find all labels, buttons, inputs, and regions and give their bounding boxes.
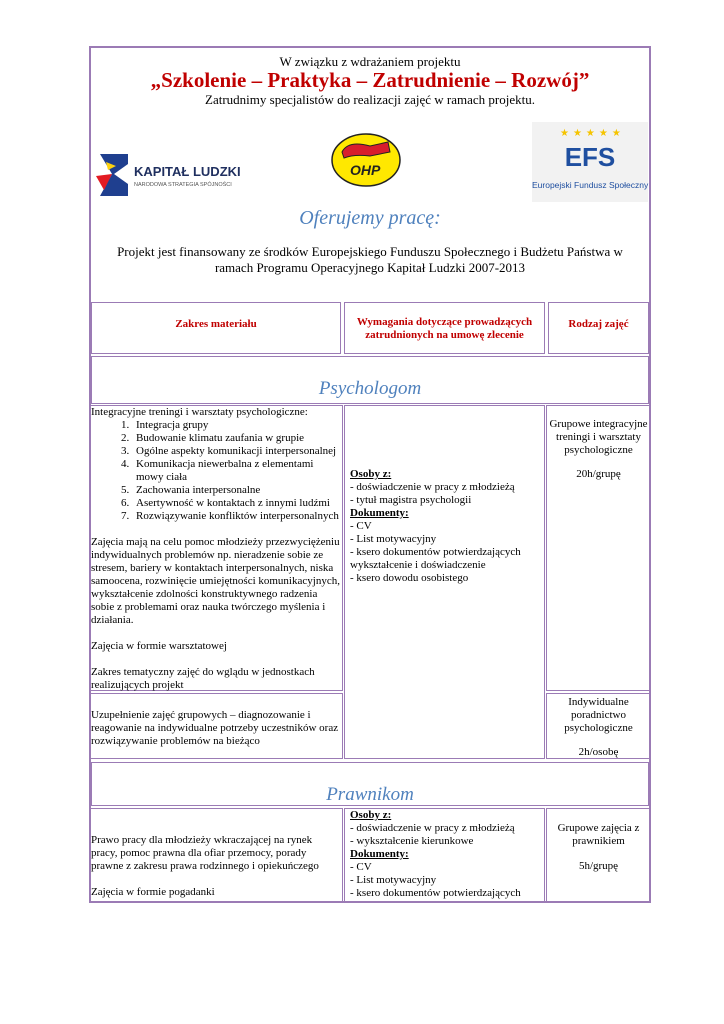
psych-scope-content bbox=[91, 406, 341, 692]
efs-logo bbox=[532, 122, 648, 202]
psych-docs-label: Dokumenty: bbox=[350, 507, 409, 519]
list-item: - ksero dokumentów potwierdzających wykształcenie i doświadczenie bbox=[350, 546, 521, 571]
law-persons-label: Osoby z: bbox=[350, 809, 392, 821]
psych-type-1: Grupowe integracyjne treningi i warsztaty psychologiczne bbox=[549, 418, 648, 456]
psych-type-2: Indywidualne poradnictwo psychologiczne bbox=[564, 696, 633, 734]
ohp-text: OHP bbox=[350, 162, 381, 178]
efs-subtitle: Europejski Fundusz Społeczny bbox=[532, 180, 649, 190]
psych-scope-note: Zakres tematyczny zajęć do wglądu w jednostkach realizujących projekt bbox=[91, 666, 315, 691]
list-item: 6. Asertywność w kontaktach z innymi ludźmi bbox=[132, 497, 341, 510]
list-item: 3. Ogólne aspekty komunikacji interpersonalnej bbox=[132, 445, 341, 458]
list-item: - List motywacyjny bbox=[350, 874, 437, 886]
list-item: - doświadczenie w pracy z młodzieżą bbox=[350, 481, 515, 493]
list-item: 2. Budowanie klimatu zaufania w grupie bbox=[132, 432, 341, 445]
kapital-ludzki-logo bbox=[94, 152, 241, 198]
ohp-emblem-icon bbox=[330, 132, 402, 188]
list-item: - List motywacyjny bbox=[350, 533, 437, 545]
funding-text: Projekt jest finansowany ze środków Europejskiego Funduszu Społecznego i Budżetu Państwa w ramach Programu Operacyjnego Kapitał Ludzki 2007-2013 bbox=[117, 244, 623, 275]
psych-requirements bbox=[350, 468, 542, 585]
kapital-ludzki-emblem-icon bbox=[94, 152, 134, 198]
psych-hours-1: 20h/grupę bbox=[576, 468, 621, 480]
psych-intro: Integracyjne treningi i warsztaty psychologiczne: bbox=[91, 406, 308, 418]
psych-heading: Psychologom bbox=[318, 378, 422, 399]
kapital-ludzki-subtitle: NARODOWA STRATEGIA SPÓJNOŚCI bbox=[134, 182, 232, 188]
law-requirements bbox=[350, 809, 542, 900]
list-item: 7. Rozwiązywanie konfliktów interpersonalnych bbox=[132, 510, 341, 523]
col-header-scope: Zakres materiału bbox=[175, 318, 257, 330]
kapital-ludzki-name: KAPITAŁ LUDZKI bbox=[134, 164, 241, 179]
psych-topic-list bbox=[91, 419, 341, 523]
psych-individual-text: Uzupełnienie zajęć grupowych – diagnozowanie i reagowanie na indywidualne potrzeby uczestników oraz rozwiązywanie problemów na bieżąco bbox=[91, 709, 339, 747]
list-item: 5. Zachowania interpersonalne bbox=[132, 484, 341, 497]
law-heading: Prawnikom bbox=[326, 784, 414, 805]
psych-persons-label: Osoby z: bbox=[350, 468, 392, 480]
intro-text: W związku z wdrażaniem projektu bbox=[279, 54, 461, 69]
col-header-type: Rodzaj zajęć bbox=[568, 318, 629, 330]
offer-heading: Oferujemy pracę: bbox=[299, 207, 441, 229]
psych-hours-2: 2h/osobę bbox=[578, 746, 619, 758]
list-item: - CV bbox=[350, 861, 372, 873]
law-scope-text: Prawo pracy dla młodzieży wkraczającej na rynek pracy, pomoc prawna dla ofiar przemocy, porady prawne z zakresu prawa rodzinnego i opiekuńczego bbox=[91, 834, 319, 872]
list-item: - wykształcenie kierunkowe bbox=[350, 835, 474, 847]
list-item: - ksero dowodu osobistego bbox=[350, 572, 469, 584]
psych-form-text: Zajęcia w formie warsztatowej bbox=[91, 640, 227, 652]
law-type-1: Grupowe zajęcia z prawnikiem bbox=[557, 822, 640, 847]
psych-goal-text: Zajęcia mają na celu pomoc młodzieży przezwyciężeniu indywidualnych problemów np. nieradzenie sobie ze stresem, bariery w kontaktach interpersonalnych, niska samoocena, rozwinięcie umiejętności komunikacyjnych, wykształcenie zdolności konstruktywnego radzenia sobie z problemami oraz nauka twórczego myślenia i działania. bbox=[91, 536, 340, 626]
law-form-text: Zajęcia w formie pogadanki bbox=[91, 886, 215, 898]
law-hours-1: 5h/grupę bbox=[578, 860, 619, 872]
efs-text: EFS bbox=[564, 142, 616, 172]
subtitle-text: Zatrudnimy specjalistów do realizacji zajęć w ramach projektu. bbox=[205, 92, 535, 107]
list-item: - tytuł magistra psychologii bbox=[350, 494, 472, 506]
col-header-requirements: Wymagania dotyczące prowadzących zatrudnionych na umowę zlecenie bbox=[356, 316, 533, 341]
list-item: 1. Integracja grupy bbox=[132, 419, 341, 432]
list-item: - ksero dokumentów potwierdzających bbox=[350, 887, 521, 899]
project-title: „Szkolenie – Praktyka – Zatrudnienie – Rozwój” bbox=[150, 68, 590, 92]
eu-stars-icon: ★★★★★ bbox=[560, 128, 625, 139]
list-item: - doświadczenie w pracy z młodzieżą bbox=[350, 822, 515, 834]
ohp-logo bbox=[330, 132, 402, 188]
list-item: 4. Komunikacja niewerbalna z elementami mowy ciała bbox=[132, 458, 341, 484]
law-docs-label: Dokumenty: bbox=[350, 848, 409, 860]
list-item: - CV bbox=[350, 520, 372, 532]
